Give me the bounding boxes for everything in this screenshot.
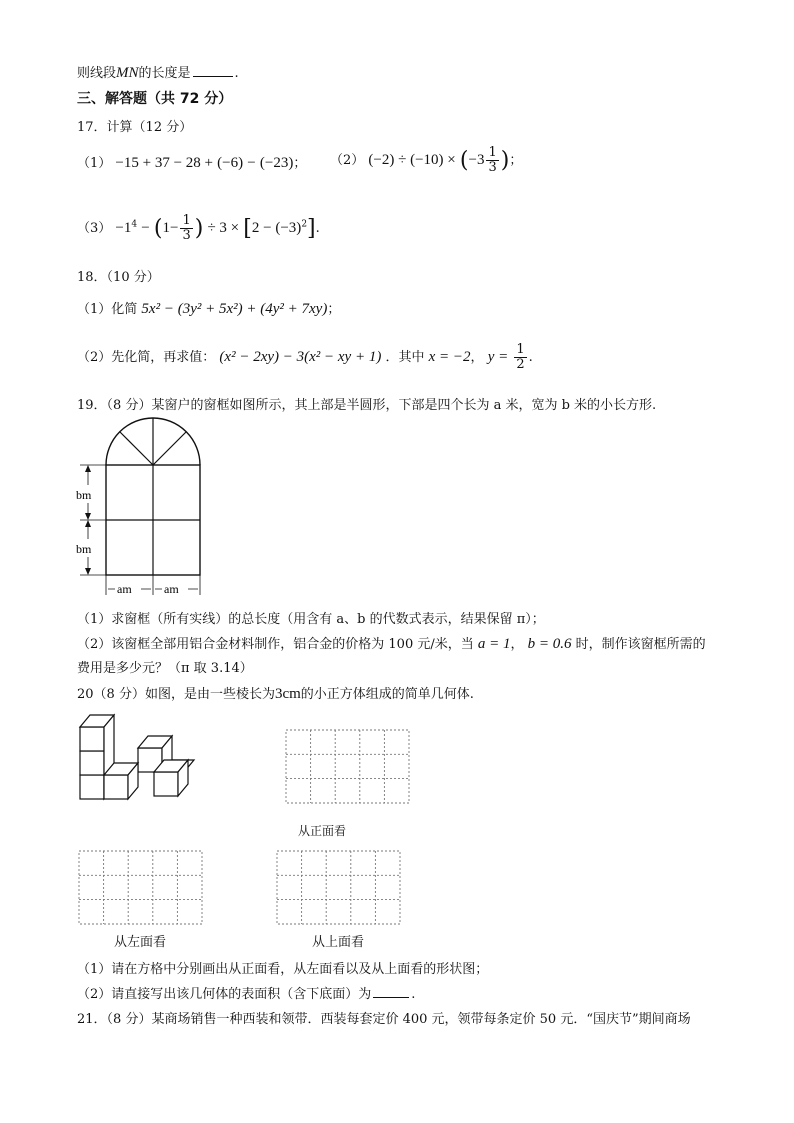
grid-top-view xyxy=(276,850,401,925)
grid-front-view xyxy=(285,729,410,804)
label-a-right: am xyxy=(164,582,179,596)
answer-blank xyxy=(373,997,409,998)
q21-header: 21．（8 分）某商场销售一种西装和领带．西装每套定价 400 元，领带每条定价 50 元．“国庆节”期间商场 xyxy=(77,1012,691,1027)
caption-left-view: 从左面看 xyxy=(114,935,167,950)
section-title: 三、解答题（共 72 分） xyxy=(77,91,233,107)
label-b-bottom: bm xyxy=(76,542,92,556)
window-frame-figure xyxy=(70,415,210,600)
q18-part2: （2）先化简，再求值： (x² − 2xy) − 3(x² − xy + 1) ．其中 x = −2， y = $\frac{1}{2}$ . xyxy=(77,342,533,372)
label-b-top: bm xyxy=(76,488,92,502)
q18-part1: （1）化简 5x² − (3y² + 5x²) + (4y² + 7xy)； xyxy=(77,301,341,317)
answer-blank xyxy=(193,76,233,77)
q19-part1: （1）求窗框（所有实线）的总长度（用含有 a、b 的代数式表示，结果保留 π）； xyxy=(77,612,545,627)
q17-part1: （1） −15 + 37 − 28 + (−6) − (−23)； xyxy=(77,155,307,171)
q19-part2: （2）该窗框全部用铝合金材料制作，铝合金的价格为 100 元/米，当 a = 1， b = 0.6 时，制作该窗框所需的 xyxy=(77,636,706,652)
q17-header: 17．计算（12 分） xyxy=(77,120,193,135)
q17-part2: （2） (−2) ÷ (−10) × (−3 $\frac{1}{3}$ )； xyxy=(330,145,523,175)
label-a-left: am xyxy=(117,582,132,596)
caption-top-view: 从上面看 xyxy=(312,935,365,950)
q18-header: 18．（10 分） xyxy=(77,270,160,285)
q19-header: 19．（8 分）某窗户的窗框如图所示，其上部是半圆形，下部是四个长为 a 米，宽为 b 米的小长方形. xyxy=(77,398,657,413)
q17-part3: $(3) -1^4 - (1-$ $\frac{1}{3}$ ) ÷ $3 \times [2 - (-3)^2]$. xyxy=(77,213,320,243)
caption-front-view: 从正面看 xyxy=(298,824,347,838)
cube-solid-figure xyxy=(78,706,213,806)
q20-header: 20（8 分）如图，是由一些棱长为3cm的小正方体组成的简单几何体. xyxy=(77,686,474,702)
q19-part2-cont: 费用是多少元？（π 取 3.14） xyxy=(77,661,253,676)
q20-part2: （2）请直接写出该几何体的表面积（含下底面）为 . xyxy=(77,987,416,1002)
mn-question-tail: 则线段MN的长度是 . xyxy=(77,65,239,81)
q20-part1: （1）请在方格中分别画出从正面看，从左面看以及从上面看的形状图； xyxy=(77,962,489,977)
grid-left-view xyxy=(78,850,203,925)
